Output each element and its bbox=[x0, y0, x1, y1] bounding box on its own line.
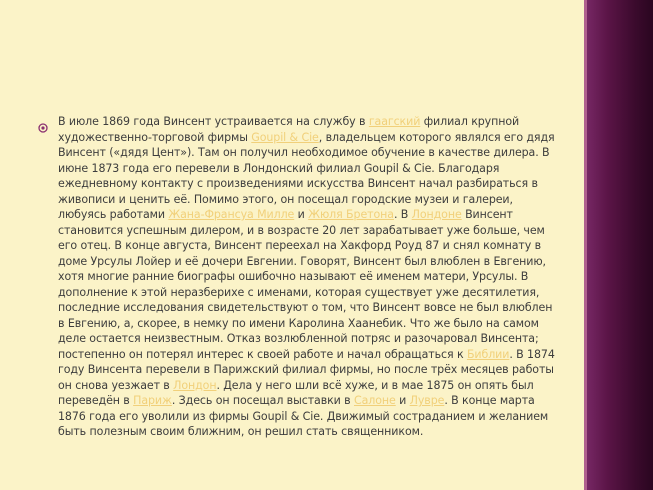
target-bullet-icon bbox=[38, 118, 48, 128]
text-segment: . Здесь он посещал выставки в bbox=[171, 394, 354, 407]
text-segment: Винсент становится успешным дилером, и в возрасте 20 лет зарабатывает уже больше, чем его отец. В конце августа, Винсент переехал на Хакфорд Роуд 87 и снял комнату в доме Урсулы Лойер и её дочери Евгении. Говорят, Винсент был влюблен в Евгению, хотя многие ранние биографы ошибочно называют её именем матери, Урсулы. В дополнение к этой неразберихе с именами, которая существует уже десятилетия, последние исследования свидетельствуют о том, что Винсент вовсе не был влюблен в Евгению, а, скорее, в немку по имени Каролина Хаанебик. Что же было на самом деле остается неизвестным. Отказ возлюбленной потряс и разочаровал Винсента; постепенно он потерял интерес к своей работе и начал обращаться к bbox=[58, 208, 553, 361]
bullet-item bbox=[38, 114, 558, 440]
biography-paragraph bbox=[58, 114, 558, 440]
link-london-2[interactable]: Лондон bbox=[173, 378, 217, 392]
link-breton[interactable]: Жюля Бретона bbox=[308, 208, 394, 221]
link-millet[interactable]: Жана-Франсуа Милле bbox=[168, 208, 295, 221]
link-bible[interactable]: Библии bbox=[466, 347, 510, 361]
text-segment: . В конце марта 1876 года его уволили из фирмы Goupil & Cie. Движимый состраданием и желанием быть полезным своим ближним, он решил стать священником. bbox=[58, 394, 549, 438]
link-paris[interactable]: Париж bbox=[133, 394, 172, 407]
slide-body bbox=[38, 114, 558, 440]
text-segment: . В 1874 году Винсента перевели в Парижский филиал фирмы, но после трёх месяцев работы он снова уезжает в bbox=[58, 347, 555, 392]
accent-band bbox=[584, 0, 653, 490]
link-london[interactable]: Лондоне bbox=[411, 208, 462, 221]
text-segment: . Дела у него шли всё хуже, и в мае 1875 он опять был переведён в bbox=[58, 378, 534, 407]
text-segment: и bbox=[395, 394, 410, 407]
text-segment: филиал крупной художественно-торговой фирмы bbox=[58, 115, 520, 144]
link-salon[interactable]: Салоне bbox=[354, 394, 396, 407]
link-goupil[interactable]: Goupil & Cie bbox=[251, 130, 319, 144]
link-hague[interactable]: гаагский bbox=[368, 115, 421, 128]
link-louvre[interactable]: Лувре bbox=[409, 394, 445, 407]
text-segment: . В bbox=[393, 208, 412, 221]
text-segment: и bbox=[294, 208, 309, 221]
text-segment: В июле 1869 года Винсент устраивается на службу в bbox=[58, 115, 369, 128]
text-segment: , владельцем которого являлся его дядя Винсент («дядя Цент»). Там он получил необходимое обучение в качестве дилера. В июне 1873 года его перевели в Лондонский филиал Goupil & Cie. Благодаря ежедневному контакту с произведениями искусства Винсент начал разбираться в живописи и ценить её. Помимо этого, он посещал городские музеи и галереи, любуясь работами bbox=[58, 130, 555, 221]
